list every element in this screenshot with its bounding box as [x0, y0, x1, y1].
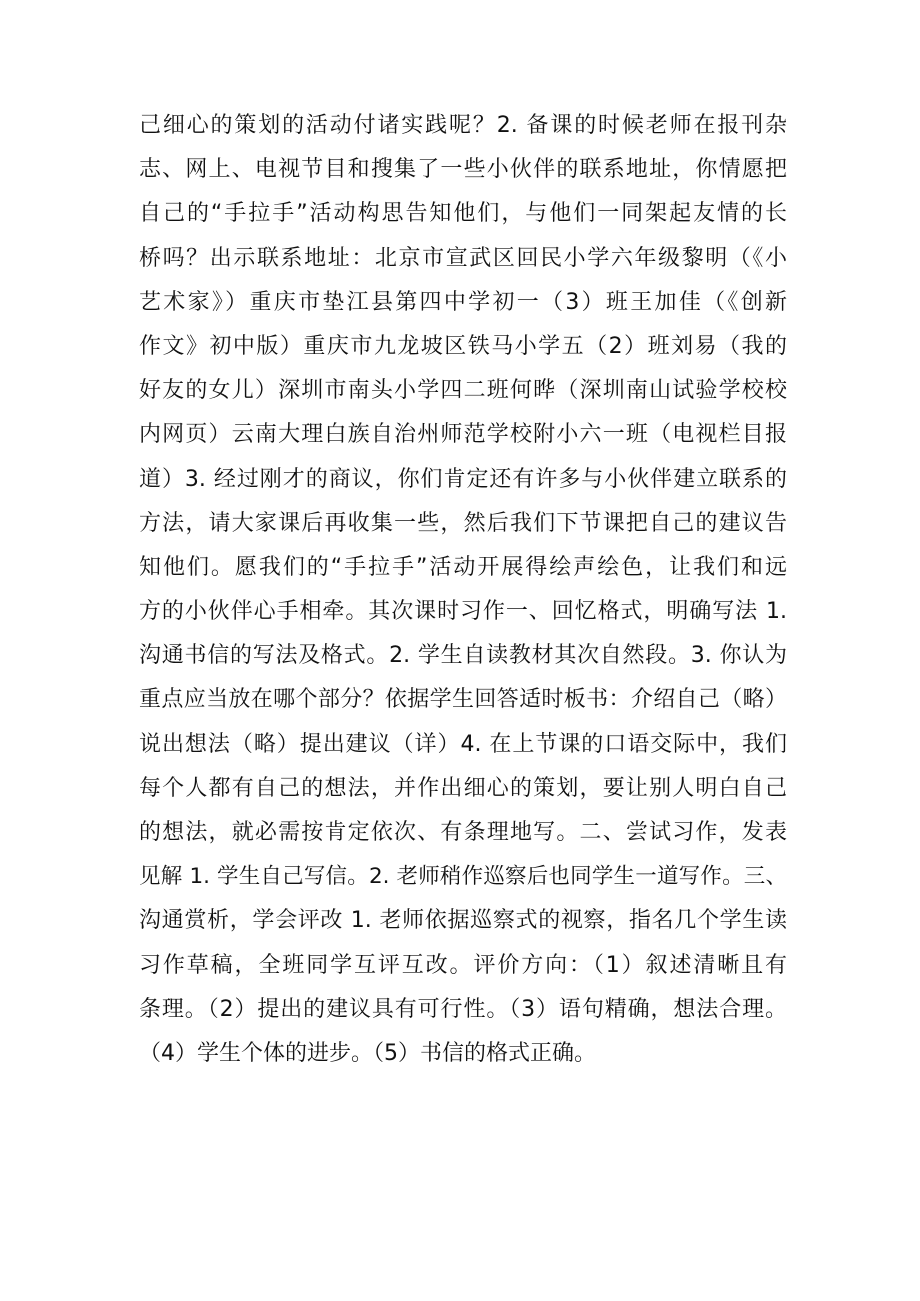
- text-line: 好友的女儿）深圳市南头小学四二班何晔（深圳南山试验学校校: [139, 378, 787, 404]
- text-line: 志、网上、电视节目和搜集了一些小伙伴的联系地址，你情愿把: [139, 157, 787, 183]
- text-line: 见解 1. 学生自己写信。2. 老师稍作巡察后也同学生一道写作。三、: [139, 864, 787, 890]
- text-line: 沟通赏析，学会评改 1. 老师依据巡察式的视察，指名几个学生读: [139, 908, 787, 934]
- text-line: 沟通书信的写法及格式。2. 学生自读教材其次自然段。3. 你认为: [139, 643, 787, 669]
- text-line: 内网页）云南大理白族自治州师范学校附小六一班（电视栏目报: [139, 422, 787, 448]
- text-line: 桥吗？出示联系地址：北京市宣武区回民小学六年级黎明（《小: [139, 245, 787, 271]
- text-line: 己细心的策划的活动付诸实践呢？2. 备课的时候老师在报刊杂: [139, 113, 787, 138]
- text-line: 知他们。愿我们的“手拉手”活动开展得绘声绘色，让我们和远: [139, 554, 787, 580]
- text-line: 方法，请大家课后再收集一些，然后我们下节课把自己的建议告: [139, 510, 787, 536]
- text-line: 每个人都有自己的想法，并作出细心的策划，要让别人明白自己: [139, 775, 787, 801]
- text-line: 的想法，就必需按肯定依次、有条理地写。二、尝试习作，发表: [139, 820, 787, 845]
- text-line: （4）学生个体的进步。（5）书信的格式正确。: [139, 1040, 596, 1066]
- text-line: 说出想法（略）提出建议（详）4. 在上节课的口语交际中，我们: [139, 731, 787, 757]
- text-line: 重点应当放在哪个部分？依据学生回答适时板书：介绍自己（略）: [139, 687, 787, 713]
- text-line: 习作草稿，全班同学互评互改。评价方向：（1）叙述清晰且有: [139, 952, 787, 978]
- text-line: 自己的“手拉手”活动构思告知他们，与他们一同架起友情的长: [139, 201, 787, 227]
- text-line: 条理。（2）提出的建议具有可行性。（3）语句精确，想法合理。: [139, 996, 787, 1022]
- text-line: 艺术家》）重庆市垫江县第四中学初一（3）班王加佳（《创新: [139, 289, 787, 315]
- text-line: 作文》初中版）重庆市九龙坡区铁马小学五（2）班刘易（我的: [139, 333, 787, 359]
- text-line: 道）3. 经过刚才的商议，你们肯定还有许多与小伙伴建立联系的: [139, 466, 787, 492]
- body-text: [139, 104, 787, 1076]
- text-line: 方的小伙伴心手相牵。其次课时习作一、回忆格式，明确写法 1.: [139, 599, 787, 625]
